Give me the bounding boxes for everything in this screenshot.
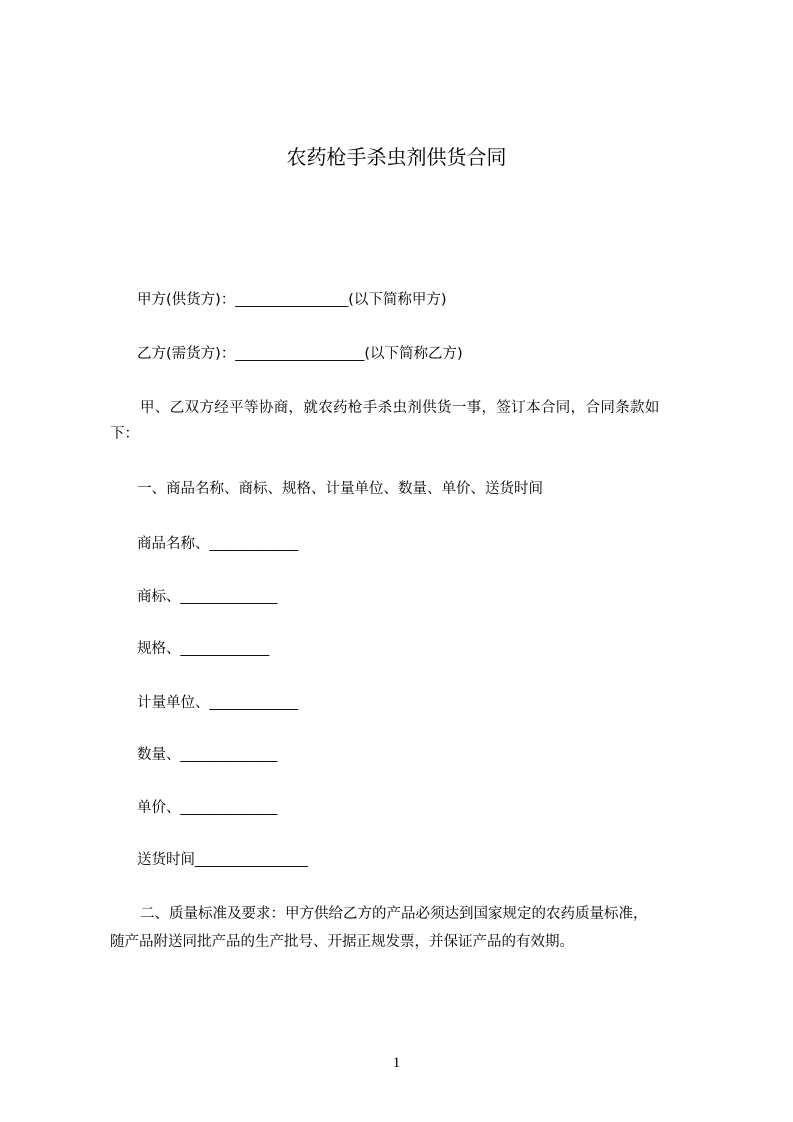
- field-blank: ____________: [180, 589, 278, 605]
- field-blank: ____________: [180, 800, 278, 816]
- field-label: 商标、: [137, 589, 181, 605]
- field-blank: ___________: [180, 641, 270, 657]
- party-b-label: 乙方(需货方)：: [137, 346, 236, 362]
- intro-line-1: 甲、乙双方经平等协商，就农药枪手杀虫剂供货一事，签订本合同，合同条款如: [140, 400, 660, 416]
- field-label: 商品名称、: [137, 536, 210, 552]
- field-trademark: [137, 587, 277, 607]
- field-label: 计量单位、: [137, 695, 210, 711]
- section-1-heading: 一、商品名称、商标、规格、计量单位、数量、单价、送货时间: [137, 481, 543, 497]
- party-b-blank: ________________: [235, 346, 365, 362]
- field-unit-price: [137, 798, 277, 818]
- party-a-label: 甲方(供货方)：: [137, 292, 236, 308]
- field-quantity: [137, 745, 277, 765]
- party-b-line: [137, 344, 463, 364]
- field-label: 数量、: [137, 747, 181, 763]
- field-delivery-time: [137, 850, 308, 870]
- section-2-line-1: 二、质量标准及要求：甲方供给乙方的产品必须达到国家规定的农药质量标准，: [140, 906, 648, 922]
- party-a-blank: ______________: [235, 292, 349, 308]
- field-blank: ___________: [209, 695, 299, 711]
- page-number: 1: [392, 1055, 401, 1071]
- field-product-name: [137, 534, 298, 554]
- field-label: 规格、: [137, 641, 181, 657]
- field-unit: [137, 693, 298, 713]
- field-label: 送货时间: [137, 852, 195, 868]
- field-blank: ___________: [209, 536, 299, 552]
- field-specification: [137, 639, 269, 659]
- section-2-line-2: 随产品附送同批产品的生产批号、开据正规发票，并保证产品的有效期。: [110, 934, 574, 950]
- party-a-line: [137, 290, 447, 310]
- party-b-suffix: (以下简称乙方): [364, 346, 463, 362]
- intro-line-2: 下：: [110, 426, 139, 442]
- field-label: 单价、: [137, 800, 181, 816]
- field-blank: ____________: [180, 747, 278, 763]
- party-a-suffix: (以下简称甲方): [348, 292, 447, 308]
- field-blank: ______________: [195, 852, 308, 868]
- document-title: 农药枪手杀虫剂供货合同: [286, 145, 507, 169]
